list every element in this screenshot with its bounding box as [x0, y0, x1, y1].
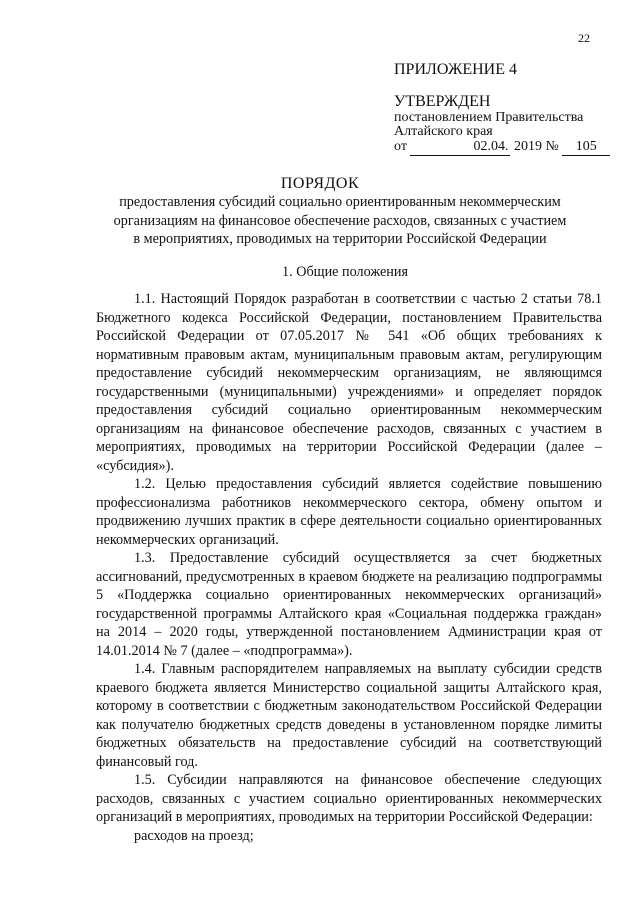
approval-number: 105 [562, 139, 610, 156]
approval-year: 2019 № [513, 139, 559, 154]
page-number: 22 [578, 31, 590, 45]
approval-block [394, 58, 624, 156]
section-heading: 1. Общие положения [282, 264, 408, 280]
list-item: расходов на проезд; [134, 827, 254, 844]
subtitle-line: в мероприятиях, проводимых на территории Российской Федерации [133, 231, 547, 247]
approval-region-line: Алтайского края [394, 124, 493, 139]
appendix-title: ПРИЛОЖЕНИЕ 4 [394, 61, 518, 78]
paragraph-1-2: 1.2. Целью предоставления субсидий является содействие повышению профессионализма работников некоммерческого сектора, обмену опытом и продвижению лучших практик в сфере деятельности социально ориентированных некоммерческих организаций. [96, 476, 602, 548]
approval-decree-line: постановлением Правительства [394, 110, 584, 125]
from-label: от [394, 139, 407, 154]
document-subtitle [90, 193, 590, 249]
document-body [96, 290, 602, 845]
approval-date-row [394, 139, 624, 156]
paragraph-1-4: 1.4. Главным распорядителем направляемых на выплату субсидии средств краевого бюджета является Министерство социальной защиты Алтайского края, которому в соответствии с бюджетным законодательством Российской Федерации как получателю бюджетных средств доведены в установленном порядке лимиты бюджетных обязательств на предоставление субсидий на соответствующий финансовый год. [96, 661, 602, 770]
subtitle-line: предоставления субсидий социально ориентированным некоммерческим [119, 194, 561, 210]
paragraph-1-3: 1.3. Предоставление субсидий осуществляется за счет бюджетных ассигнований, предусмотренных в краевом бюджете на реализацию подпрограммы 5 «Поддержка социально ориентированных некоммерческих организаций» государственной программы Алтайского края «Социальная поддержка граждан» на 2014 – 2020 годы, утвержденной постановлением Администрации края от 14.01.2014 № 7 (далее – «подпрограмма»). [96, 550, 602, 659]
subtitle-line: организациям на финансовое обеспечение расходов, связанных с участием [113, 212, 567, 229]
paragraph-1-1: 1.1. Настоящий Порядок разработан в соответствии с частью 2 статьи 78.1 Бюджетного кодекса Российской Федерации, постановлением Правительства Российской Федерации от 07.05.2017 № 541 «Об общих требованиях к нормативным правовым актам, муниципальным правовым актам, регулирующим предоставление субсидий некоммерческим организациям, не являющимся государственными (муниципальными) учреждениями» и определяет порядок предоставления субсидий социально ориентированным некоммерческим организациям на финансовое обеспечение расходов, связанных с участием в мероприятиях, проводимых на территории Российской Федерации (далее – «субсидия»). [96, 291, 602, 474]
paragraph-1-5: 1.5. Субсидии направляются на финансовое обеспечение следующих расходов, связанных с участием социально ориентированных некоммерческих организаций в мероприятиях, проводимых на территории Российской Федерации: [96, 772, 602, 825]
approved-label: УТВЕРЖДЕН [394, 93, 491, 110]
approval-date: 02.04. [410, 139, 510, 156]
document-title: ПОРЯДОК [280, 175, 360, 192]
